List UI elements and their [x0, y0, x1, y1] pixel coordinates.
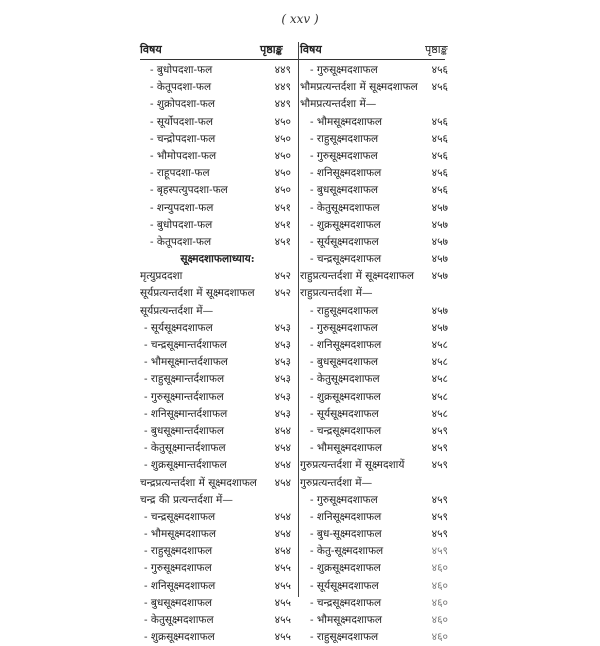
toc-entry-page: ४५७	[431, 304, 448, 317]
toc-entry-page: ४५८	[431, 373, 448, 386]
toc-row	[300, 79, 448, 96]
toc-entry-page: ४५३	[274, 407, 291, 420]
toc-entry-title: - भौमसूक्ष्मदशाफल	[144, 528, 216, 541]
toc-entry-page: ४५६	[431, 149, 448, 162]
toc-row	[140, 234, 295, 251]
toc-row	[140, 389, 295, 406]
toc-row	[300, 629, 448, 646]
toc-entry-title: - भौमसूक्ष्मदशाफल	[310, 614, 382, 626]
toc-entry-title: - केतुसूक्ष्मदशाफल	[144, 614, 214, 626]
toc-row	[300, 96, 448, 113]
toc-entry-page: ४५३	[274, 373, 291, 386]
toc-row	[300, 165, 448, 182]
toc-entry-title: मृत्युप्रददशा	[140, 270, 183, 283]
toc-row	[140, 131, 295, 148]
toc-entry-title: - चन्द्रसूक्ष्मदशाफल	[310, 253, 382, 266]
toc-row	[140, 406, 295, 423]
toc-entry-title: - शनिसूक्ष्मान्तर्दशाफल	[144, 407, 228, 420]
toc-entry-page: ४५२	[274, 270, 291, 283]
toc-entry-title: - राहुसूक्ष्मदशाफल	[310, 631, 379, 644]
toc-entry-page: ४५४	[274, 459, 291, 472]
toc-entry-title: - चन्द्रसूक्ष्मदशाफल	[310, 596, 382, 609]
toc-entry-title: - सूर्यसूक्ष्मदशाफल	[310, 235, 379, 248]
toc-entry-page: ४५८	[431, 339, 448, 351]
toc-entry-page: ४५७	[431, 321, 448, 334]
toc-entry-page: ४५८	[431, 390, 448, 403]
column-divider	[298, 42, 299, 597]
toc-row	[300, 285, 448, 302]
toc-row	[300, 457, 448, 474]
toc-row	[300, 595, 448, 612]
toc-row	[140, 217, 295, 234]
toc-entry-page: ४५६	[431, 64, 448, 76]
toc-entry-page: ४५०	[274, 167, 291, 180]
toc-entry-page: ४५०	[274, 149, 291, 162]
toc-entry-title: - शुक्रसूक्ष्मान्तर्दशाफल	[144, 459, 227, 472]
toc-entry-title: - शनिसूक्ष्मदशाफल	[310, 339, 382, 351]
toc-entry-page: ४५७	[431, 270, 448, 283]
toc-entry-page: ४५१	[274, 235, 291, 248]
toc-entry-title: गुरुप्रत्यन्तर्दशा में सूक्ष्मदशायें	[300, 459, 405, 472]
toc-entry-title: - चन्द्रोपदशा-फल	[150, 132, 216, 145]
toc-row	[300, 560, 448, 577]
toc-entry-title: चन्द्र की प्रत्यन्तर्दशा में—	[140, 493, 233, 506]
toc-entry-title: - बुध-सूक्ष्मदशाफल	[310, 528, 382, 541]
toc-row	[140, 79, 295, 96]
toc-entry-title: - शुक्रोपदशा-फल	[150, 98, 215, 111]
toc-entry-page: ४५५	[274, 614, 291, 626]
toc-row	[300, 217, 448, 234]
toc-entry-page: ४४९	[274, 64, 291, 76]
toc-entry-title: - सूर्यसूक्ष्मदशाफल	[144, 321, 213, 334]
toc-entry-title: - शुक्रसूक्ष्मदशाफल	[310, 562, 381, 575]
toc-entry-title: - बुधसूक्ष्मदशाफल	[310, 184, 379, 197]
toc-row	[140, 96, 295, 113]
toc-entry-page: ४५९	[431, 510, 448, 523]
toc-entry-title: - गुरुसूक्ष्मदशाफल	[310, 149, 378, 162]
toc-entry-title: - शुक्रसूक्ष्मदशाफल	[310, 390, 381, 403]
toc-entry-title: - केतुसूक्ष्मदशाफल	[310, 373, 380, 386]
toc-entry-title: - केतूपदशा-फल	[150, 235, 212, 248]
toc-entry-page: ४५९	[431, 545, 448, 558]
toc-entry-page: ४५८	[431, 407, 448, 420]
toc-row	[140, 595, 295, 612]
toc-row	[140, 62, 295, 79]
toc-row	[140, 578, 295, 595]
toc-entry-page: ४५३	[274, 390, 291, 403]
toc-entry-title: राहुप्रत्यन्तर्दशा में सूक्ष्मदशाफल	[300, 270, 415, 283]
toc-entry-title: - केतु-सूक्ष्मदशाफल	[310, 545, 384, 558]
toc-entry-page: ४५५	[274, 579, 291, 592]
page-folio: ( xxv )	[281, 12, 319, 26]
toc-entry-page: ४५०	[274, 184, 291, 197]
toc-entry-page: ४५६	[431, 115, 448, 128]
toc-entry-page: ४५४	[274, 424, 291, 437]
toc-row	[300, 578, 448, 595]
toc-entry-page: ४५१	[274, 201, 291, 214]
toc-row	[140, 423, 295, 440]
toc-row	[300, 612, 448, 629]
toc-entry-title: - भौमसूक्ष्मदशाफल	[310, 442, 382, 455]
toc-row	[300, 492, 448, 509]
toc-row	[140, 320, 295, 337]
toc-entry-title: भौमप्रत्यन्तर्दशा में सूक्ष्मदशाफल	[300, 81, 418, 94]
toc-entry-page: ४५५	[274, 631, 291, 644]
toc-row	[300, 475, 448, 492]
right-column	[300, 62, 448, 646]
toc-row	[300, 148, 448, 165]
toc-entry-title: राहुप्रत्यन्तर्दशा में—	[300, 287, 373, 300]
toc-entry-page: ४६०	[431, 562, 448, 575]
toc-row	[300, 200, 448, 217]
toc-entry-page: ४५४	[274, 442, 291, 455]
toc-entry-title: - राहूपदशा-फल	[150, 167, 210, 180]
toc-entry-page: ४४९	[274, 81, 291, 94]
toc-entry-title: - बुधसूक्ष्मदशाफल	[310, 356, 379, 369]
toc-row	[140, 285, 295, 302]
toc-entry-title: - बुधोपदशा-फल	[150, 218, 213, 231]
toc-entry-title: - राहुसूक्ष्मदशाफल	[310, 132, 379, 145]
toc-entry-page: ४६०	[431, 631, 448, 644]
toc-entry-title: - भौमोपदशा-फल	[150, 149, 217, 162]
toc-entry-page: ४५०	[274, 132, 291, 145]
toc-row	[140, 475, 295, 492]
toc-entry-title: - बुधोपदशा-फल	[150, 64, 213, 76]
toc-entry-page: ४५९	[431, 424, 448, 437]
toc-row	[300, 303, 448, 320]
toc-entry-page: ४५५	[274, 596, 291, 609]
toc-entry-page: ४६०	[431, 596, 448, 609]
toc-entry-title: - बृहस्पत्युपदशा-फल	[150, 184, 228, 197]
toc-entry-title: - शनिसूक्ष्मदशाफल	[310, 510, 382, 523]
toc-entry-title: - गुरुसूक्ष्मदशाफल	[144, 562, 212, 575]
toc-entry-page: ४५३	[274, 321, 291, 334]
toc-entry-page: ४५२	[274, 287, 291, 300]
toc-entry-page: ४५७	[431, 218, 448, 231]
toc-row	[140, 303, 295, 320]
left-column	[140, 62, 295, 646]
toc-row	[140, 440, 295, 457]
toc-entry-page: ४५७	[431, 201, 448, 214]
toc-row	[140, 560, 295, 577]
toc-entry-title: - गुरुसूक्ष्मदशाफल	[310, 493, 378, 506]
toc-row	[140, 509, 295, 526]
toc-entry-title: - सूर्यसूक्ष्मदशाफल	[310, 407, 379, 420]
toc-row	[140, 492, 295, 509]
toc-row	[140, 526, 295, 543]
toc-row	[300, 423, 448, 440]
toc-entry-page: ४५१	[274, 218, 291, 231]
toc-entry-page: ४५९	[431, 528, 448, 541]
toc-row	[140, 371, 295, 388]
table-header	[140, 42, 448, 60]
toc-entry-page: ४५३	[274, 339, 291, 351]
toc-entry-title: - शन्युपदशा-फल	[150, 201, 214, 214]
toc-row	[300, 234, 448, 251]
toc-entry-page: ४५६	[431, 132, 448, 145]
toc-entry-page: ४५३	[274, 356, 291, 369]
toc-entry-page: ४५७	[431, 253, 448, 266]
toc-row	[300, 251, 448, 268]
toc-entry-page: ४५६	[431, 167, 448, 180]
toc-row	[140, 354, 295, 371]
toc-row	[300, 389, 448, 406]
toc-entry-title: - शुक्रसूक्ष्मदशाफल	[310, 218, 381, 231]
toc-entry-title: - गुरुसूक्ष्मान्तर्दशाफल	[144, 390, 224, 403]
toc-entry-title: - राहुसूक्ष्मान्तर्दशाफल	[144, 373, 225, 386]
header-page-right: पृष्ठाङ्क	[425, 43, 448, 56]
toc-row	[300, 371, 448, 388]
toc-row	[140, 457, 295, 474]
toc-row	[140, 200, 295, 217]
toc-row	[300, 182, 448, 199]
toc-entry-page: ४५९	[431, 459, 448, 472]
toc-row	[300, 354, 448, 371]
toc-row	[140, 182, 295, 199]
toc-row	[300, 268, 448, 285]
toc-entry-page: ४४९	[274, 98, 291, 111]
toc-entry-page: ४५७	[431, 235, 448, 248]
toc-row	[140, 543, 295, 560]
toc-entry-title: - चन्द्रसूक्ष्मदशाफल	[310, 424, 382, 437]
toc-entry-title: गुरुप्रत्यन्तर्दशा में—	[300, 476, 373, 489]
toc-row	[140, 268, 295, 285]
toc-row	[300, 509, 448, 526]
toc-entry-title: - चन्द्रसूक्ष्मदशाफल	[144, 510, 216, 523]
header-subject-left: विषय	[140, 43, 162, 56]
toc-entry-title: - बुधसूक्ष्मदशाफल	[144, 596, 213, 609]
toc-entry-title: - शुक्रसूक्ष्मदशाफल	[144, 631, 215, 644]
toc-row	[300, 440, 448, 457]
toc-entry-title: - भौमसूक्ष्मान्तर्दशाफल	[144, 356, 228, 369]
toc-entry-title: सूक्ष्मदशाफलाध्याय:	[180, 253, 255, 266]
toc-entry-title: - सूर्यसूक्ष्मदशाफल	[310, 579, 379, 592]
toc-row	[300, 406, 448, 423]
toc-entry-title: - केतुसूक्ष्मदशाफल	[310, 201, 380, 214]
toc-row	[140, 148, 295, 165]
toc-entry-page: ४६०	[431, 579, 448, 592]
toc-row	[140, 612, 295, 629]
toc-entry-title: - राहुसूक्ष्मदशाफल	[144, 545, 213, 558]
toc-entry-page: ४५४	[274, 510, 291, 523]
toc-row	[300, 320, 448, 337]
toc-row	[300, 131, 448, 148]
toc-entry-page: ४५५	[274, 562, 291, 575]
toc-entry-title: - चन्द्रसूक्ष्मान्तर्दशाफल	[144, 339, 228, 351]
toc-row	[300, 543, 448, 560]
toc-row	[300, 337, 448, 354]
toc-entry-title: - भौमसूक्ष्मदशाफल	[310, 115, 382, 128]
toc-entry-page: ४६०	[431, 614, 448, 626]
toc-row	[140, 165, 295, 182]
header-page-left: पृष्ठाङ्क	[260, 43, 283, 56]
toc-row	[300, 526, 448, 543]
toc-entry-title: भौमप्रत्यन्तर्दशा में—	[300, 98, 377, 111]
toc-entry-page: ४५४	[274, 528, 291, 541]
toc-entry-title: - शनिसूक्ष्मदशाफल	[144, 579, 216, 592]
toc-entry-page: ४५९	[431, 493, 448, 506]
toc-row	[300, 114, 448, 131]
header-subject-right: विषय	[300, 43, 322, 56]
toc-row	[140, 251, 295, 268]
toc-row	[140, 629, 295, 646]
toc-entry-page: ४५६	[431, 184, 448, 197]
toc-entry-title: चन्द्रप्रत्यन्तर्दशा में सूक्ष्मदशाफल	[140, 476, 257, 489]
toc-row	[140, 337, 295, 354]
toc-entry-page: ४५६	[431, 81, 448, 94]
toc-entry-page: ४५४	[274, 476, 291, 489]
toc-entry-title: - बुधसूक्ष्मान्तर्दशाफल	[144, 424, 224, 437]
header-rule	[140, 59, 445, 60]
toc-entry-title: - राहुसूक्ष्मदशाफल	[310, 304, 379, 317]
toc-row	[140, 114, 295, 131]
toc-entry-title: - गुरुसूक्ष्मदशाफल	[310, 321, 378, 334]
toc-entry-title: - शनिसूक्ष्मदशाफल	[310, 167, 382, 180]
toc-entry-title: - केतूपदशा-फल	[150, 81, 212, 94]
toc-entry-title: सूर्यप्रत्यन्तर्दशा में सूक्ष्मदशाफल	[140, 287, 255, 300]
toc-entry-page: ४५८	[431, 356, 448, 369]
toc-entry-page: ४५०	[274, 115, 291, 128]
toc-entry-page: ४५४	[274, 545, 291, 558]
toc-row	[300, 62, 448, 79]
toc-entry-title: सूर्यप्रत्यन्तर्दशा में—	[140, 304, 214, 317]
toc-entry-page: ४५९	[431, 442, 448, 455]
toc-entry-title: - केतुसूक्ष्मान्तर्दशाफल	[144, 442, 226, 455]
toc-entry-title: - सूर्योपदशा-फल	[150, 115, 213, 128]
toc-entry-title: - गुरुसूक्ष्मदशाफल	[310, 64, 378, 76]
